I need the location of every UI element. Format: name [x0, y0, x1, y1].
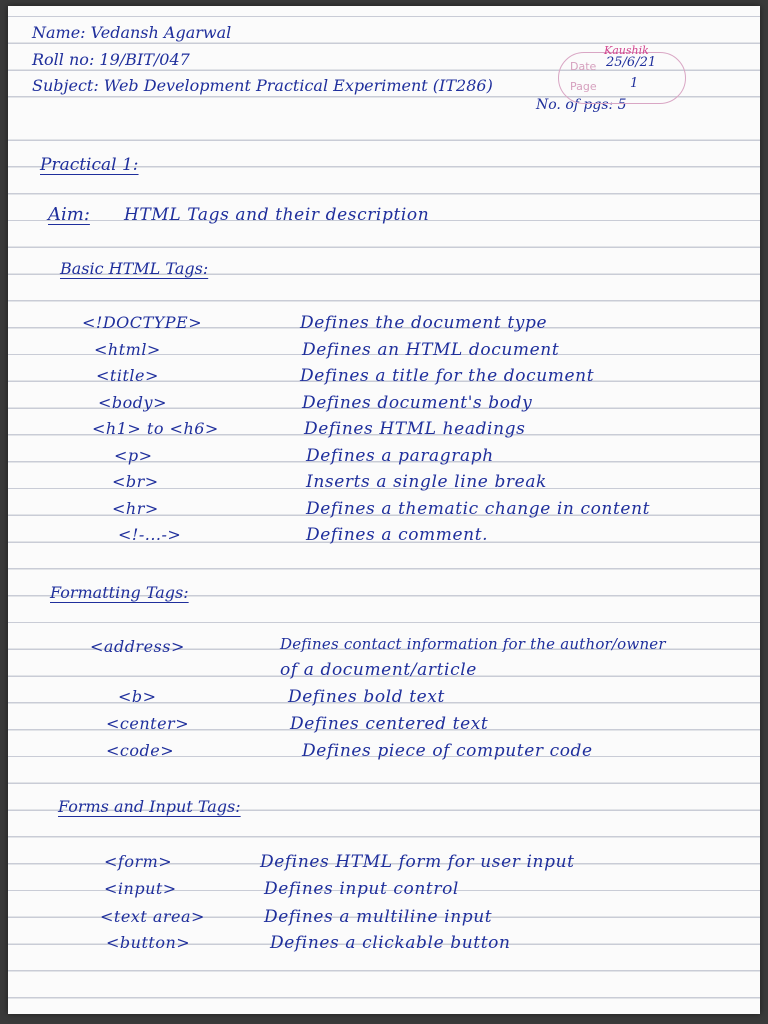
section-title-forms: Forms and Input Tags:: [58, 797, 241, 816]
stamp-date-label: Date: [570, 60, 597, 73]
forms-tag: <form>: [104, 852, 173, 871]
formatting-desc-continued: of a document/article: [280, 660, 477, 680]
forms-tag: <text area>: [100, 907, 205, 926]
basic-desc: Defines the document type: [300, 313, 548, 333]
forms-tag: <input>: [104, 879, 177, 898]
forms-desc: Defines a multiline input: [264, 907, 493, 927]
basic-tag: <title>: [96, 366, 159, 385]
formatting-tag: <b>: [118, 687, 157, 706]
section-title-basic: Basic HTML Tags:: [60, 259, 209, 278]
basic-desc: Inserts a single line break: [306, 472, 547, 492]
forms-tag: <button>: [106, 933, 191, 952]
formatting-tag: <code>: [106, 741, 175, 760]
formatting-tag: <address>: [90, 637, 185, 656]
formatting-tag: <center>: [106, 714, 190, 733]
basic-tag: <!-...->: [118, 525, 182, 544]
teacher-signature: Kaushik: [604, 44, 649, 57]
forms-desc: Defines HTML form for user input: [260, 852, 575, 872]
basic-desc: Defines an HTML document: [302, 340, 560, 360]
basic-desc: Defines a paragraph: [306, 446, 494, 466]
formatting-desc: Defines centered text: [290, 714, 489, 734]
roll-number: Roll no: 19/BIT/047: [32, 50, 190, 69]
basic-tag: <br>: [112, 472, 159, 491]
basic-tag: <html>: [94, 340, 161, 359]
basic-desc: Defines a comment.: [306, 525, 489, 545]
page-count: No. of pgs: 5: [536, 97, 627, 113]
formatting-desc: Defines piece of computer code: [302, 741, 593, 761]
notebook-page: [8, 6, 760, 1014]
stamp-page-label: Page: [570, 80, 597, 93]
stamp-page-value: 1: [630, 76, 639, 91]
student-name: Name: Vedansh Agarwal: [32, 23, 232, 42]
basic-desc: Defines a thematic change in content: [306, 499, 651, 519]
basic-desc: Defines document's body: [302, 393, 533, 413]
basic-tag: <p>: [114, 446, 153, 465]
section-title-formatting: Formatting Tags:: [50, 583, 189, 602]
stamp-date-value: 25/6/21: [606, 55, 657, 70]
formatting-desc: Defines contact information for the author/owner: [280, 635, 666, 653]
aim-text: HTML Tags and their description: [124, 205, 430, 225]
forms-desc: Defines input control: [264, 879, 459, 899]
basic-desc: Defines a title for the document: [300, 366, 595, 386]
formatting-desc: Defines bold text: [288, 687, 445, 707]
basic-desc: Defines HTML headings: [304, 419, 526, 439]
forms-desc: Defines a clickable button: [270, 933, 511, 953]
basic-tag: <!DOCTYPE>: [82, 313, 203, 332]
basic-tag: <h1> to <h6>: [92, 419, 219, 438]
basic-tag: <body>: [98, 393, 167, 412]
aim-label: Aim:: [48, 204, 90, 225]
practical-title: Practical 1:: [40, 155, 139, 175]
basic-tag: <hr>: [112, 499, 159, 518]
subject-line: Subject: Web Development Practical Experiment (IT286): [32, 76, 493, 95]
